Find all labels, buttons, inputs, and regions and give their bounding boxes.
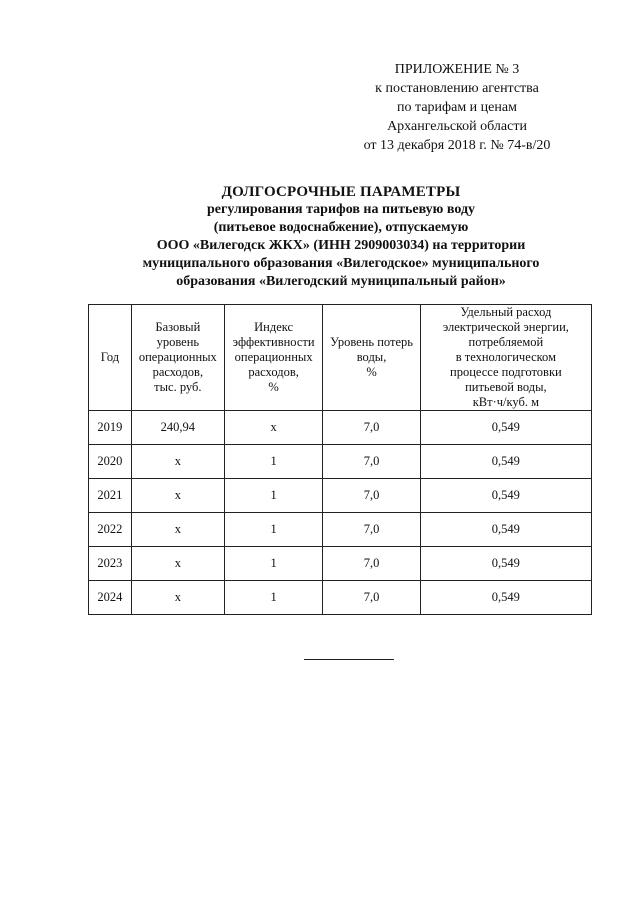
column-header-line: воды,	[356, 350, 387, 364]
title-line: образования «Вилегодский муниципальный район»	[176, 274, 506, 289]
column-header-line: питьевой воды,	[465, 380, 547, 394]
table-cell: 1	[224, 479, 322, 513]
table-cell: 1	[224, 445, 322, 479]
table-row	[89, 411, 592, 445]
appendix-block	[342, 60, 572, 155]
table-row	[89, 581, 592, 615]
table-cell: 1	[224, 547, 322, 581]
title-line: муниципального образования «Вилегодское» муниципального	[142, 256, 540, 271]
column-header-line: %	[366, 365, 377, 379]
appendix-line: по тарифам и ценам	[397, 100, 517, 115]
column-header-line: Год	[100, 350, 120, 364]
title-line: регулирования тарифов на питьевую воду	[206, 202, 476, 217]
parameters-table	[88, 304, 592, 615]
table-cell: 2020	[89, 445, 132, 479]
column-header	[323, 305, 420, 411]
table-body	[89, 411, 592, 615]
table-cell: 0,549	[420, 411, 591, 445]
table-cell: х	[224, 411, 322, 445]
title-main: ДОЛГОСРОЧНЫЕ ПАРАМЕТРЫ	[221, 184, 461, 200]
column-header	[131, 305, 224, 411]
column-header-line: Удельный расход	[460, 305, 552, 319]
table-cell: х	[131, 547, 224, 581]
title-line: (питьевое водоснабжение), отпускаемую	[213, 220, 469, 235]
column-header-line: Базовый	[155, 320, 201, 334]
table-cell: х	[131, 479, 224, 513]
column-header-line: в технологическом	[455, 350, 556, 364]
table-cell: 0,549	[420, 445, 591, 479]
table-cell: 2022	[89, 513, 132, 547]
table-row	[89, 445, 592, 479]
column-header-line: уровень	[156, 335, 200, 349]
column-header-line: Уровень потерь	[330, 335, 413, 349]
table-cell: 1	[224, 581, 322, 615]
column-header	[89, 305, 132, 411]
column-header-line: электрической энергии,	[442, 320, 569, 334]
column-header-line: кВт·ч/куб. м	[472, 395, 539, 409]
table-cell: 2024	[89, 581, 132, 615]
column-header-line: Индекс	[254, 320, 294, 334]
table-cell: 7,0	[323, 513, 420, 547]
table-cell: 0,549	[420, 479, 591, 513]
table-cell: 2023	[89, 547, 132, 581]
document-title	[90, 183, 592, 291]
table-cell: 7,0	[323, 411, 420, 445]
table-cell: 2019	[89, 411, 132, 445]
appendix-line: к постановлению агентства	[375, 81, 539, 96]
table-cell: 0,549	[420, 581, 591, 615]
table-cell: 0,549	[420, 513, 591, 547]
column-header-line: операционных	[234, 350, 313, 364]
appendix-line: Архангельской области	[387, 119, 527, 134]
column-header-line: операционных	[138, 350, 217, 364]
table-row	[89, 513, 592, 547]
table-cell: 7,0	[323, 479, 420, 513]
column-header	[224, 305, 322, 411]
closing-divider	[304, 659, 394, 660]
column-header-line: тыс. руб.	[154, 380, 202, 394]
column-header-line: %	[268, 380, 279, 394]
column-header	[420, 305, 591, 411]
table-cell: 2021	[89, 479, 132, 513]
table-cell: 7,0	[323, 581, 420, 615]
table-cell: х	[131, 513, 224, 547]
table-row	[89, 547, 592, 581]
column-header-line: потребляемой	[468, 335, 544, 349]
column-header-line: расходов,	[248, 365, 299, 379]
table-cell: х	[131, 445, 224, 479]
table-header-row	[89, 305, 592, 411]
table-cell: 7,0	[323, 445, 420, 479]
table-cell: 1	[224, 513, 322, 547]
title-line: ООО «Вилегодск ЖКХ» (ИНН 2909003034) на территории	[156, 238, 526, 253]
appendix-date-line: от 13 декабря 2018 г. № 74-в/20	[363, 138, 551, 153]
table-cell: 7,0	[323, 547, 420, 581]
table-cell: 240,94	[131, 411, 224, 445]
appendix-number: ПРИЛОЖЕНИЕ № 3	[394, 62, 520, 77]
column-header-line: процессе подготовки	[450, 365, 562, 379]
column-header-line: расходов,	[152, 365, 204, 379]
column-header-line: эффективности	[232, 335, 315, 349]
table-cell: 0,549	[420, 547, 591, 581]
table-cell: х	[131, 581, 224, 615]
table-row	[89, 479, 592, 513]
